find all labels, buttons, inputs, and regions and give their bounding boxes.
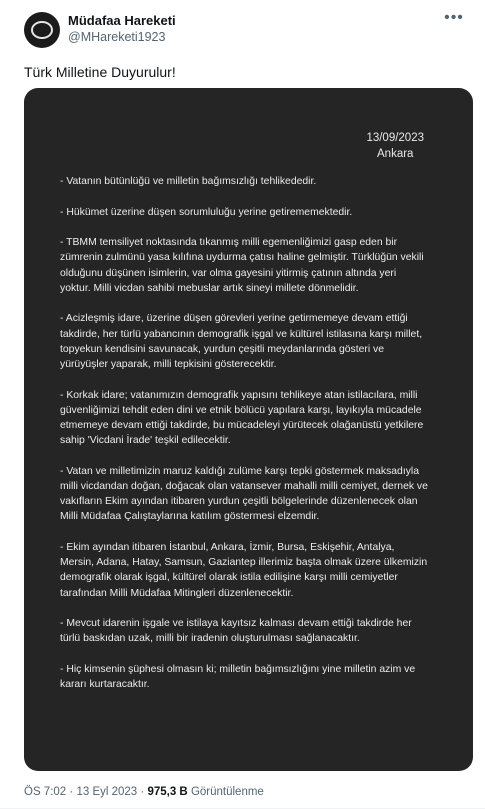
meta-separator: · bbox=[69, 786, 74, 798]
document-paragraph: - Ekim ayından itibaren İstanbul, Ankara, İzmir, Bursa, Eskişehir, Antalya, Mersin, Adana, Hatay, Samsun, Gaziantep illerimiz başta olmak üzere ülkemizin demografik olarak işgal, kültürel olarak istila edilişine karşı milli cemiyetler tarafından Milli Müdafaa Mitingleri düzenlenecektir. bbox=[60, 542, 428, 599]
tweet-time[interactable]: ÖS 7:02 bbox=[24, 786, 67, 798]
author-handle[interactable]: @MHareketi1923 bbox=[68, 30, 166, 44]
tweet-image[interactable] bbox=[24, 88, 473, 771]
more-horizontal-icon[interactable]: ••• bbox=[444, 9, 464, 26]
view-count: 975,3 B bbox=[147, 786, 188, 798]
document-date-block bbox=[366, 130, 424, 162]
meta-separator: · bbox=[140, 786, 145, 798]
document-place: Ankara bbox=[377, 148, 414, 160]
document-body bbox=[60, 174, 428, 708]
tweet-date[interactable]: 13 Eyl 2023 bbox=[76, 786, 138, 798]
document-paragraph: - Acizleşmiş idare, üzerine düşen görevleri yerine getirmemeye devam ettiği takdirde, her türlü yabancının demografik işgal ve kültürel istilasına karşı millet, topyekun kendisini savunacak, yurdun çeşitli meydanlarında gösteri ve yürüyüşler yaparak, milli tepkisini gösterecektir. bbox=[60, 313, 423, 370]
tweet-header bbox=[24, 9, 471, 48]
document-date: 13/09/2023 bbox=[366, 132, 424, 144]
author-display-name[interactable]: Müdafaa Hareketi bbox=[68, 13, 176, 28]
document-paragraph: - Vatan ve milletimizin maruz kaldığı zulüme karşı tepki göstermek maksadıyla milli vicdandan doğan, doğacak olan vatansever mahalli milli cemiyet, dernek ve vakıfların Ekim ayından itibaren yurdun çeşitli bölgelerinde düzenlenecek olan Milli Müdafaa Çalıştaylarına katılım göstermesi elzemdir. bbox=[60, 465, 428, 523]
document-paragraph: - Korkak idare; vatanımızın demografik yapısını tehlikeye atan istilacılara, milli güvenliğimizi tehdit eden dini ve etnik bölücü yapılara karşı, layıkıyla mücadele etmemeye devam ettiği takdirde, bu mücadeleyi yürütecek olağanüstü yetkilere sahip 'Vicdani İrade' teşkil edilecektir. bbox=[60, 389, 424, 447]
document-paragraph: - Hiç kimsenin şüphesi olmasın ki; milletin bağımsızlığını yine milletin azim ve kararı kurtaracaktır. bbox=[60, 664, 416, 691]
document-paragraph: - TBMM temsiliyet noktasında tıkanmış milli egemenliğimizi gasp eden bir zümrenin zulmünü yasa kılıfına uydurma çatısı haline gelmiştir. Türklüğün vekili olduğunu düşünen isimlerin, var olma gayesini yitirmiş çatının altında yeri yoktur. Milli vicdan sahibi mebuslar artık sineyi millete dönmelidir. bbox=[60, 237, 424, 294]
logo-icon bbox=[31, 21, 53, 39]
document-paragraph: - Vatanın bütünlüğü ve milletin bağımsızlığı tehlikededir. bbox=[60, 176, 317, 187]
tweet-text: Türk Milletine Duyurulur! bbox=[24, 64, 176, 80]
avatar[interactable] bbox=[24, 12, 60, 48]
author-names bbox=[68, 13, 176, 45]
document-paragraph: - Mevcut idarenin işgale ve istilaya kayıtsız kalması devam ettiği takdirde her türlü baskıdan uzak, milli bir iradenin oluşturulması sağlanacaktır. bbox=[60, 618, 412, 645]
document-paragraph: - Hükümet üzerine düşen sorumluluğu yerine getirememektedir. bbox=[60, 206, 353, 218]
view-count-label: Görüntülenme bbox=[190, 786, 264, 798]
tweet-meta bbox=[24, 786, 264, 798]
